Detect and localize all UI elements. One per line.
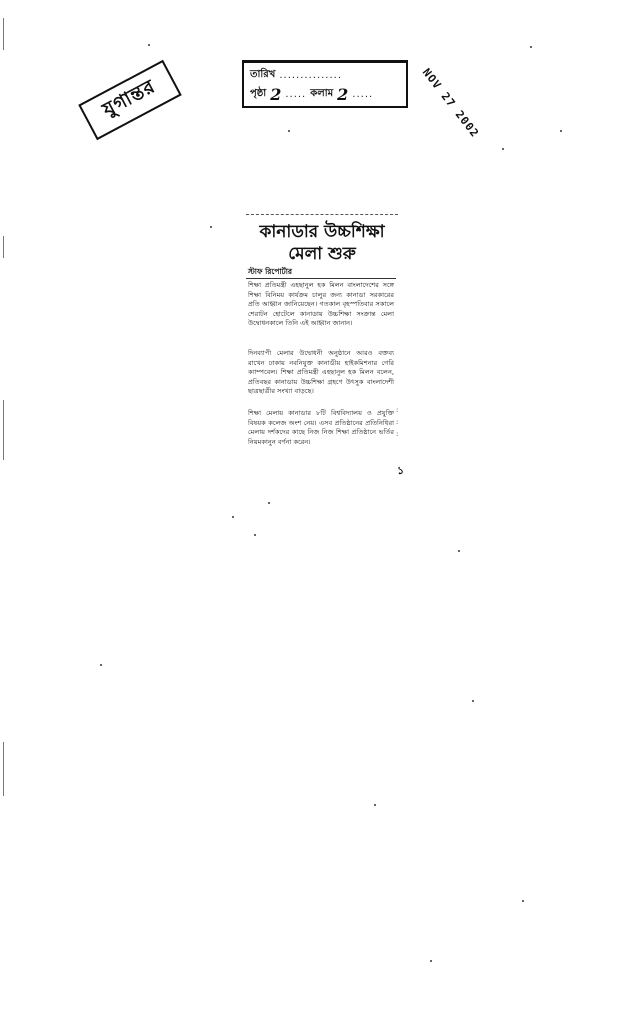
column-label: কলাম xyxy=(310,88,334,99)
scan-speck xyxy=(232,516,234,518)
newspaper-name: যুগান্তর xyxy=(98,75,160,122)
scan-speck xyxy=(254,534,256,536)
date-label: তারিখ xyxy=(250,69,276,80)
scan-speck xyxy=(288,130,290,132)
page-label: পৃষ্ঠা xyxy=(250,88,267,99)
scan-speck xyxy=(530,46,532,48)
page-column-row xyxy=(250,85,400,104)
page-value: 2 xyxy=(270,85,282,104)
scan-speck xyxy=(472,700,474,702)
scan-speck xyxy=(374,804,376,806)
date-value: ............... xyxy=(279,70,343,81)
article-paragraph-1: শিক্ষা প্রতিমন্ত্রী এহছানুল হক মিলন বাংলাদেশের সঙ্গে শিক্ষা বিনিময় কার্যক্রম চালুর জন্য কানাডা সরকারের প্রতি আহ্বান জানিয়েছেন। গতকাল বৃহস্পতিবার সকালে শেরাটন হোটেলে কানাডায় উচ্চশিক্ষা সংক্রান্ত মেলা উদ্বোধনকালে তিনি এই আহ্বান জানান। xyxy=(248,281,394,328)
article-headline xyxy=(246,221,398,265)
margin-ticks: : : : xyxy=(396,406,399,438)
scan-speck xyxy=(430,960,432,962)
headline-line-1: কানাডার উচ্চশিক্ষা xyxy=(259,222,385,242)
headline-line-2: মেলা শুরু xyxy=(288,244,356,264)
byline-divider xyxy=(246,278,396,279)
scan-edge-mark xyxy=(3,742,4,796)
margin-note: ১ xyxy=(397,464,405,477)
scan-edge-mark xyxy=(3,400,4,460)
scan-speck xyxy=(268,502,270,504)
scan-speck xyxy=(210,226,212,228)
scan-edge-mark xyxy=(3,236,4,258)
date-row xyxy=(250,66,400,85)
article-byline: স্টাফ রিপোর্টার xyxy=(248,267,293,276)
newspaper-name-stamp xyxy=(78,60,182,140)
clipping-info-stamp xyxy=(242,60,408,108)
date-stamp: NOV 27 2002 xyxy=(419,66,482,141)
scan-speck xyxy=(148,44,150,46)
page-dots: ..... xyxy=(285,89,307,100)
scan-speck xyxy=(458,550,460,552)
scan-speck xyxy=(560,130,562,132)
article-paragraph-2: দিনব্যাপী মেলার উদ্বোধনী অনুষ্ঠানে আরও বক্তব্য রাখেন ঢাকায় নবনিযুক্ত কানাডীয় হাইকমিশনার গেরি ক্যাম্পবেল। শিক্ষা প্রতিমন্ত্রী এহছানুল হক মিলন বলেন, প্রতিবছর কানাডায় উচ্চশিক্ষা গ্রহণে উৎসুক বাংলাদেশী ছাত্রছাত্রীর সংখ্যা বাড়ছে। xyxy=(248,349,394,396)
scan-edge-mark xyxy=(3,18,4,50)
scan-speck xyxy=(522,900,524,902)
column-value: 2 xyxy=(337,85,349,104)
article-paragraph-3: শিক্ষা মেলায় কানাডার ৮টি বিশ্ববিদ্যালয় ও প্রযুক্তি বিষয়ক কলেজ অংশ নেয়। এসব প্রতিষ্ঠানের প্রতিনিধিরা মেলায় দর্শকদের কাছে নিজ নিজ শিক্ষা প্রতিষ্ঠানে ভর্তির নিয়মকানুন বর্ণনা করেন। xyxy=(248,409,394,446)
scan-speck xyxy=(502,148,504,150)
scan-speck xyxy=(100,664,102,666)
newspaper-clipping xyxy=(246,214,398,468)
column-dots: ..... xyxy=(352,89,374,100)
